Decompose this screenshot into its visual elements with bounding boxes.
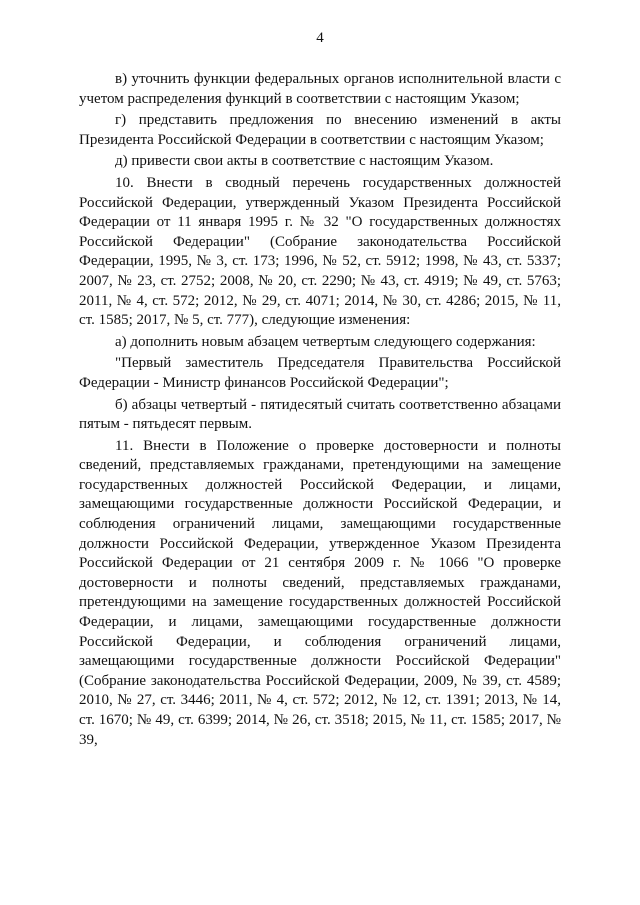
page-number: 4 [316,30,324,46]
paragraph-item-d: д) привести свои акты в соответствие с настоящим Указом. [115,153,494,170]
paragraph-item-a: а) дополнить новым абзацем четвертым следующего содержания: [115,333,536,350]
paragraph-item-b: б) абзацы четвертый - пятидесятый считать соответственно абзацами пятым - пятьдесят первым. [79,396,561,433]
paragraph-clause-11: 11. Внести в Положение о проверке достоверности и полноты сведений, представляемых гражданами, претендующими на замещение государственных должностей Российской Федерации, и лицами, замещающими государственные должности Российской Федерации, и соблюдения ограничений лицами, замещающими государственные должности Российской Федерации, утвержденное Указом Президента Российской Федерации от 21 сентября 2009 г. № 1066 "О проверке достоверности и полноты сведений, представляемых гражданами, претендующими на замещение государственных должностей Российской Федерации, и лицами, замещающими государственные должности Российской Федерации, и соблюдения ограничений лицами, замещающими государственные должности Российской Федерации" (Собрание законодательства Российской Федерации, 2009, № 39, ст. 4589; 2010, № 27, ст. 3446; 2011, № 4, ст. 572; 2012, № 12, ст. 1391; 2013, № 14, ст. 1670; № 49, ст. 6399; 2014, № 26, ст. 3518; 2015, № 11, ст. 1585; 2017, № 39, [79,437,561,748]
document-body [79,70,561,750]
paragraph-item-v: в) уточнить функции федеральных органов исполнительной власти с учетом распределения функций в соответствии с настоящим Указом; [79,71,561,107]
paragraph-clause-10: 10. Внести в сводный перечень государственных должностей Российской Федерации, утвержденный Указом Президента Российской Федерации от 11 января 1995 г. № 32 "О государственных должностях Российской Федерации" (Собрание законодательства Российской Федерации, 1995, № 3, ст. 173; 1996, № 52, ст. 5912; 1998, № 43, ст. 5337; 2007, № 23, ст. 2752; 2008, № 20, ст. 2290; № 43, ст. 4919; № 49, ст. 5763; 2011, № 4, ст. 572; 2012, № 29, ст. 4071; 2014, № 30, ст. 4286; 2015, № 11, ст. 1585; 2017, № 5, ст. 777), следующие изменения: [79,174,561,329]
paragraph-item-g: г) представить предложения по внесению изменений в акты Президента Российской Федерации в соответствии с настоящим Указом; [79,112,561,148]
paragraph-quote: "Первый заместитель Председателя Правительства Российской Федерации - Министр финансов Российской Федерации"; [79,355,561,391]
